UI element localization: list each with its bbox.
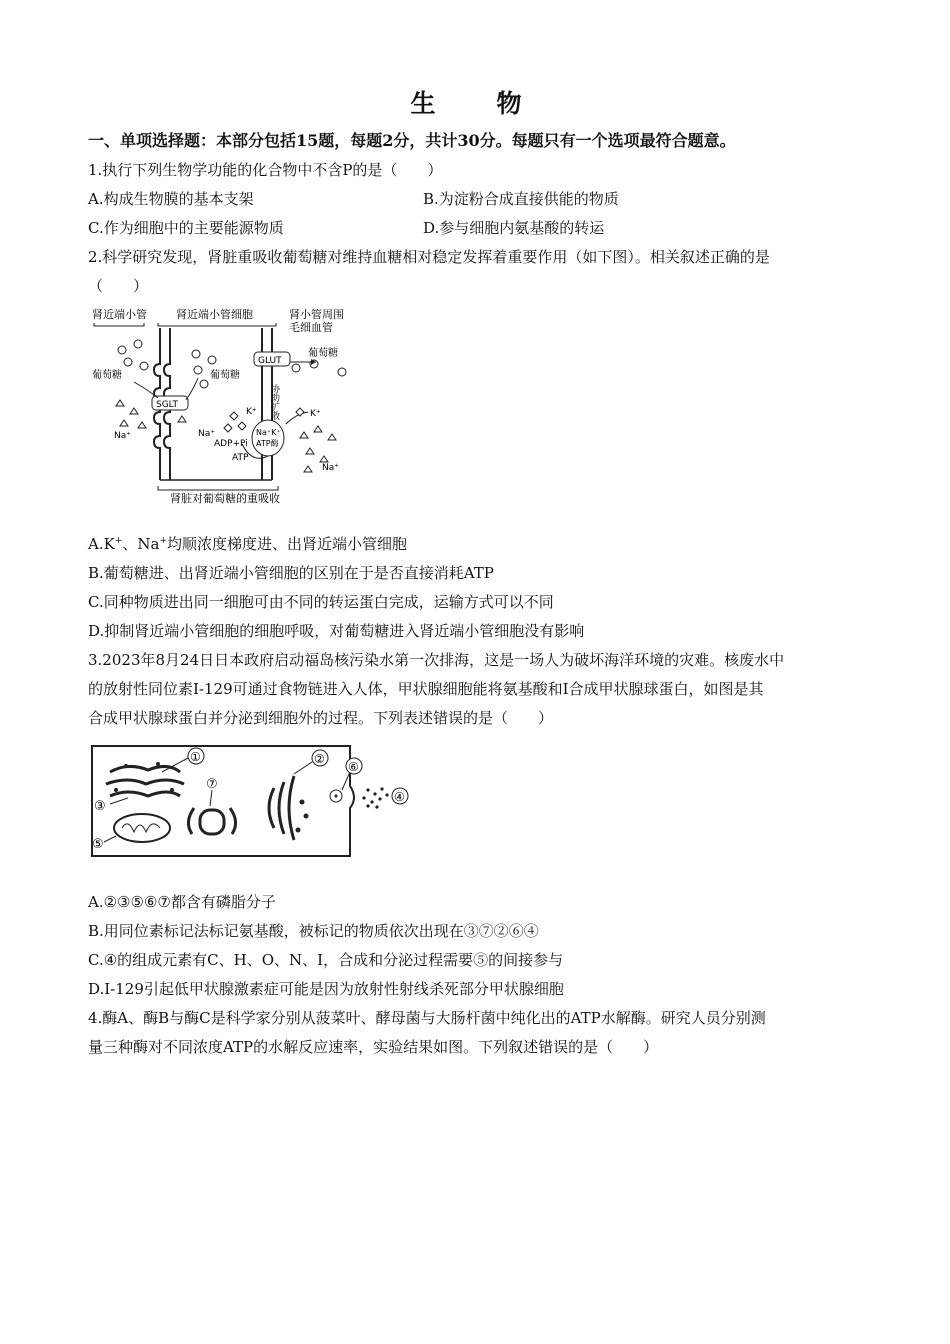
q2-stem: 2.科学研究发现，肾脏重吸收葡萄糖对维持血糖相对稳定发挥着重要作用（如下图）。相关叙述正确的是	[88, 248, 770, 266]
diffusion-label: 协助扩散	[269, 384, 279, 420]
glut-label: GLUT	[258, 356, 282, 366]
q1-stem: 1.执行下列生物学功能的化合物中不含P的是（ ）	[88, 161, 443, 179]
glucose-dot	[200, 380, 208, 388]
label-3: ③	[94, 799, 106, 814]
k-diamond	[230, 412, 238, 420]
sglt-label: SGLT	[156, 400, 178, 410]
q3-option-c: C.④的组成元素有C、H、O、N、I，合成和分泌过程需要⑤的间接参与	[88, 951, 564, 969]
q1-option-a: A.构成生物膜的基本支架	[88, 190, 254, 208]
q2-option-d: D.抑制肾近端小管细胞的细胞呼吸，对葡萄糖进入肾近端小管细胞没有影响	[88, 622, 585, 640]
secreted-dot	[362, 796, 365, 799]
k-label-blood: K⁺	[310, 409, 321, 419]
vesicle-7-left	[188, 808, 194, 834]
glucose-dot	[292, 364, 300, 372]
ribosome-dot	[114, 788, 118, 792]
glucose-dot	[140, 362, 148, 370]
figure-caption: 肾脏对葡萄糖的重吸收	[170, 492, 280, 504]
q3-stem-line1: 3.2023年8月24日日本政府启动福岛核污染水第一次排海，这是一场人为破坏海洋环境的灾难。核废水中	[88, 651, 785, 669]
er-membrane	[110, 766, 180, 772]
golgi-vesicle-dot	[304, 814, 309, 819]
q2-option-c: C.同种物质进出同一细胞可由不同的转运蛋白完成，运输方式可以不同	[88, 593, 554, 611]
ribosome-dot	[124, 764, 128, 768]
glucose-dot	[134, 340, 142, 348]
vesicle-content-dot	[335, 795, 338, 798]
er-membrane	[106, 780, 184, 784]
bracket-cell	[158, 323, 276, 326]
q2-option-a: A.K+、Na+均顺浓度梯度进、出肾近端小管细胞	[88, 535, 407, 553]
sglt-arrow-out	[186, 378, 198, 400]
page-title: 生 物	[410, 89, 540, 118]
label-6: ⑥	[348, 760, 359, 774]
na-triangle	[328, 434, 336, 440]
vesicle-7	[200, 810, 224, 834]
label-2: ②	[314, 752, 325, 766]
secreted-dot	[378, 797, 381, 800]
secreted-dot	[370, 800, 373, 803]
label-5: ⑤	[92, 837, 104, 852]
golgi-vesicle-dot	[296, 828, 301, 833]
q4-stem-line1: 4.酶A、酶B与酶C是科学家分别从菠菜叶、酵母菌与大肠杆菌中纯化出的ATP水解酶。研究人员分别测	[88, 1009, 766, 1027]
pump-atp-label: ATP酶	[256, 439, 279, 448]
na-triangle	[314, 426, 322, 432]
q2-option-b: B.葡萄糖进、出肾近端小管细胞的区别在于是否直接消耗ATP	[88, 564, 494, 582]
secreted-dot	[366, 788, 369, 791]
label-capillary-2: 毛细血管	[289, 321, 333, 334]
glucose-label-lumen: 葡萄糖	[92, 370, 122, 381]
na-triangle	[120, 420, 128, 426]
section-heading: 一、单项选择题：本部分包括15题，每题2分，共计30分。每题只有一个选项最符合题意。	[88, 131, 736, 150]
glucose-dot	[124, 358, 132, 366]
q3-option-a: A.②③⑤⑥⑦都含有磷脂分子	[88, 893, 276, 911]
bracket-caption	[158, 486, 278, 490]
glucose-label-cell: 葡萄糖	[210, 370, 240, 381]
q2-stem-paren: （ ）	[88, 277, 149, 295]
na-triangle	[138, 422, 146, 428]
k-label-cell: K⁺	[246, 407, 257, 417]
k-diamond	[238, 422, 246, 430]
er-membrane	[110, 792, 180, 796]
golgi-cisterna	[269, 788, 274, 828]
pointer-6	[342, 772, 350, 790]
na-triangle	[116, 400, 124, 406]
golgi-vesicle-dot	[300, 800, 305, 805]
q1-option-b: B.为淀粉合成直接供能的物质	[423, 190, 619, 208]
na-triangle	[304, 466, 312, 472]
na-k-pump	[252, 420, 284, 456]
na-triangle	[320, 456, 328, 462]
pump-arrow-out	[286, 412, 308, 424]
q1-option-d: D.参与细胞内氨基酸的转运	[423, 219, 605, 237]
glucose-dot	[194, 366, 202, 374]
atp-label: ATP	[232, 453, 249, 463]
vesicle-7-right	[230, 808, 236, 834]
pointer-5	[104, 836, 116, 842]
label-cell: 肾近端小管细胞	[176, 308, 253, 321]
na-triangle	[306, 448, 314, 454]
ribosome-dot	[170, 788, 174, 792]
glucose-dot	[192, 350, 200, 358]
label-capillary-1: 肾小管周围	[289, 308, 344, 321]
secreted-dot	[385, 793, 388, 796]
q3-stem-line3: 合成甲状腺球蛋白并分泌到细胞外的过程。下列表述错误的是（ ）	[88, 709, 554, 727]
q1-option-c: C.作为细胞中的主要能源物质	[88, 219, 284, 237]
secreted-dot	[366, 804, 369, 807]
secreted-dot	[373, 792, 376, 795]
kidney-glucose-figure	[86, 304, 366, 504]
golgi-cisterna	[279, 782, 284, 834]
k-diamond	[296, 408, 304, 416]
na-triangle	[178, 416, 186, 422]
na-triangle	[300, 432, 308, 438]
golgi-cisterna	[289, 776, 294, 840]
k-diamond	[224, 424, 232, 432]
q3-option-d: D.Ⅰ-129引起低甲状腺激素症可能是因为放射性射线杀死部分甲状腺细胞	[88, 980, 564, 998]
q3-option-b: B.用同位素标记法标记氨基酸，被标记的物质依次出现在③⑦②⑥④	[88, 922, 539, 940]
pointer-2	[294, 762, 312, 774]
secreted-dot	[380, 787, 383, 790]
thyroid-secretion-figure	[88, 742, 412, 862]
pump-label: Na⁺K⁺	[256, 428, 281, 437]
pointer-7	[210, 790, 212, 806]
ribosome-dot	[156, 762, 160, 766]
label-4: ④	[394, 790, 405, 804]
q4-stem-line2: 量三种酶对不同浓度ATP的水解反应速率，实验结果如图。下列叙述错误的是（ ）	[88, 1038, 659, 1056]
pointer-3	[110, 798, 128, 804]
label-tubule: 肾近端小管	[92, 308, 147, 321]
glucose-dot	[208, 356, 216, 364]
glucose-dot	[118, 346, 126, 354]
adp-label: ADP+Pi	[214, 439, 248, 449]
glucose-dot	[338, 368, 346, 376]
q3-stem-line2: 的放射性同位素Ⅰ-129可通过食物链进入人体，甲状腺细胞能将氨基酸和Ⅰ合成甲状腺球蛋白，如图是其	[88, 680, 764, 698]
bracket-tubule	[94, 323, 144, 326]
label-1: ①	[190, 750, 201, 764]
na-label-cell: Na⁺	[198, 429, 215, 439]
glucose-label-blood: 葡萄糖	[308, 348, 338, 359]
secreted-dot	[375, 805, 378, 808]
label-7: ⑦	[206, 777, 218, 792]
na-label-lumen: Na⁺	[114, 431, 131, 441]
na-triangle	[130, 408, 138, 414]
na-label-blood: Na⁺	[322, 463, 339, 473]
